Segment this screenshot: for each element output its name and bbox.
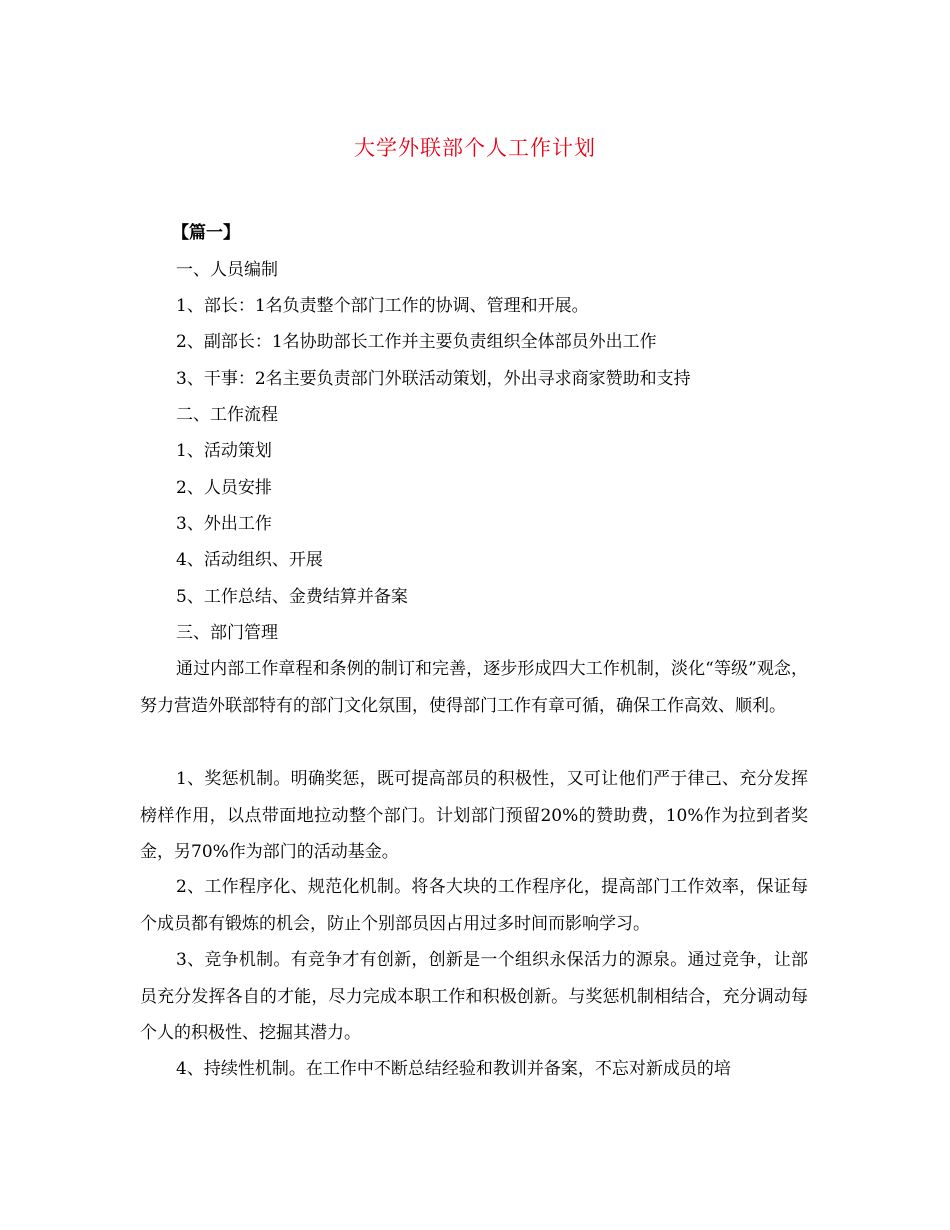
section-marker: 【篇一】 [172,223,240,243]
heading-staffing: 一、人员编制 [176,260,278,280]
list-item: 1、活动策划 [176,441,272,461]
list-item: 1、部长：1名负责整个部门工作的协调、管理和开展。 [176,296,589,316]
paragraph: 4、持续性机制。在工作中不断总结经验和教训并备案，不忘对新成员的培 [176,1059,731,1079]
list-item: 3、外出工作 [176,514,272,534]
list-item: 2、人员安排 [176,478,272,498]
list-item: 2、副部长：1名协助部长工作并主要负责组织全体部员外出工作 [176,332,657,352]
list-item: 4、活动组织、开展 [176,550,323,570]
paragraph: 3、竞争机制。有竞争才有创新，创新是一个组织永保活力的源泉。通过竞争，让部员充分发挥各自的才能，尽力完成本职工作和积极创新。与奖惩机制相结合，充分调动每个人的积极性、挖掘其潜力。 [140,950,808,1043]
heading-workflow: 二、工作流程 [176,405,278,425]
paragraph: 2、工作程序化、规范化机制。将各大块的工作程序化，提高部门工作效率，保证每个成员都有锻炼的机会，防止个别部员因占用过多时间而影响学习。 [140,877,808,934]
list-item: 3、干事：2名主要负责部门外联活动策划，外出寻求商家赞助和支持 [176,369,691,389]
paragraph: 通过内部工作章程和条例的制订和完善，逐步形成四大工作机制，淡化“等级”观念，努力营造外联部特有的部门文化氛围，使得部门工作有章可循，确保工作高效、顺利。 [140,659,808,716]
list-item: 5、工作总结、金费结算并备案 [176,587,408,607]
heading-management: 三、部门管理 [176,623,278,643]
document-title: 大学外联部个人工作计划 [354,136,596,160]
paragraph: 1、奖惩机制。明确奖惩，既可提高部员的积极性，又可让他们严于律己、充分发挥榜样作用，以点带面地拉动整个部门。计划部门预留20%的赞助费，10%作为拉到者奖金，另70%作为部门的活动基金。 [140,769,808,862]
